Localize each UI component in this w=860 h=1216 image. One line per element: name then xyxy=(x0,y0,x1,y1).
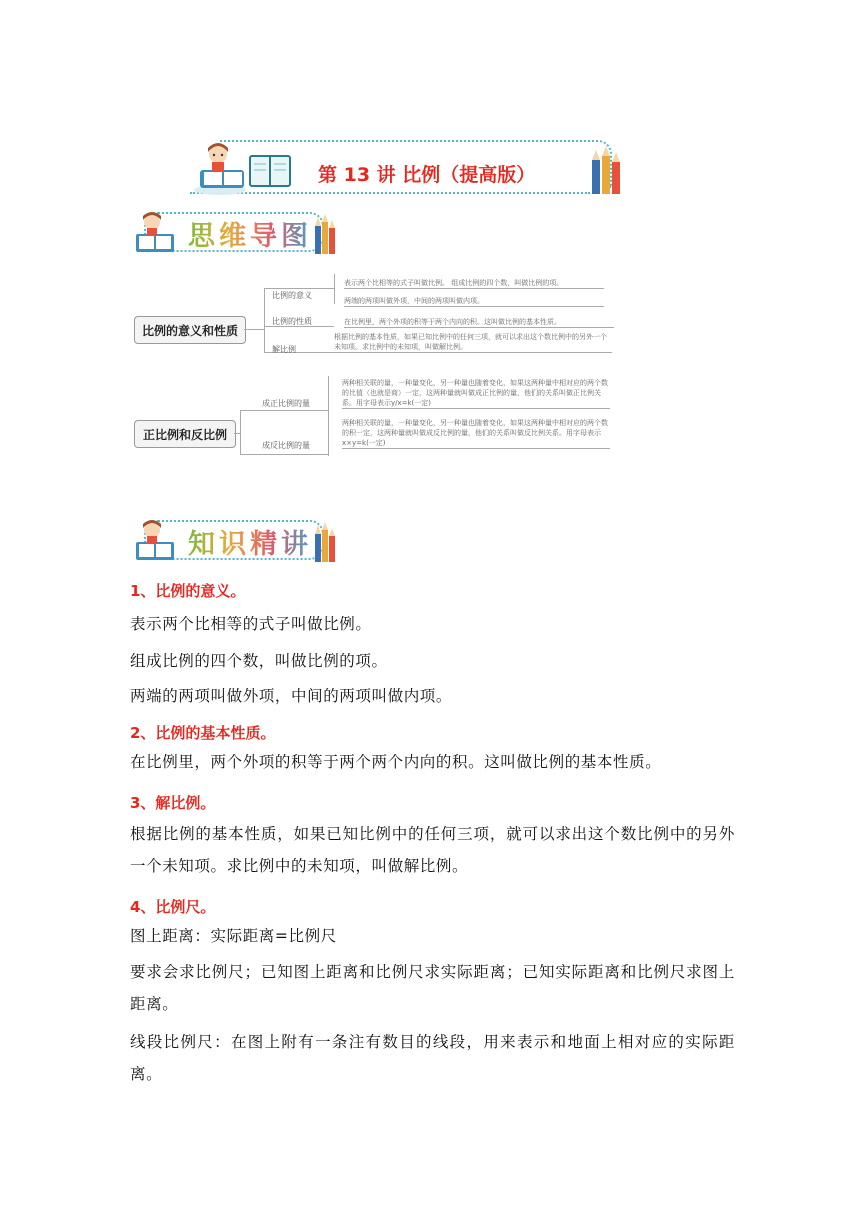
connector xyxy=(264,288,265,352)
paragraph: 两端的两项叫做外项，中间的两项叫做内项。 xyxy=(130,687,453,705)
section-title-mindmap xyxy=(188,214,312,253)
mindmap-branch-label: 成正比例的量 xyxy=(262,399,310,408)
section-header-mindmap xyxy=(130,206,330,258)
paragraph: 线段比例尺：在图上附有一条注有数目的线段，用来表示和地面上相对应的实际距离。 xyxy=(130,1033,735,1083)
connector xyxy=(240,410,241,454)
paragraph: 根据比例的基本性质，如果已知比例中的任何三项，就可以求出这个数比例中的另外一个未知项。求比例中的未知项，叫做解比例。 xyxy=(130,825,735,875)
section-title-knowledge xyxy=(188,522,312,561)
mindmap-branch-label: 解比例 xyxy=(272,345,296,354)
mindmap-block-2 xyxy=(130,374,610,456)
paragraph: 表示两个比相等的式子叫做比例。 xyxy=(130,615,372,633)
connector xyxy=(240,410,328,411)
section-header-knowledge xyxy=(130,514,330,566)
mindmap-block-1 xyxy=(130,270,610,360)
pencils-icon xyxy=(588,146,624,196)
page-title: 第 13 讲 比例（提高版） xyxy=(318,164,536,186)
section-title-text: 知识精讲 xyxy=(188,529,312,560)
mindmap-branch-label: 比例的意义 xyxy=(272,291,312,300)
paragraph: 要求会求比例尺；已知图上距离和比例尺求实际距离；已知实际距离和比例尺求图上距离。 xyxy=(130,963,735,1013)
paragraph: 在比例里，两个外项的积等于两个两个内向的积。这叫做比例的基本性质。 xyxy=(130,753,662,771)
pencils-icon xyxy=(314,214,336,256)
heading-scale: 4、比例尺。 xyxy=(130,898,216,916)
heading-proportion-meaning: 1、比例的意义。 xyxy=(130,582,246,600)
mindmap-root: 比例的意义和性质 xyxy=(134,316,246,344)
mindmap-root: 正比例和反比例 xyxy=(134,420,236,448)
section-title-text: 思维导图 xyxy=(188,221,312,252)
mindmap-branch-label: 比例的性质 xyxy=(272,317,312,326)
connector xyxy=(328,376,329,456)
connector xyxy=(240,454,328,455)
mindmap-branch-label: 成反比例的量 xyxy=(262,441,310,450)
heading-basic-property: 2、比例的基本性质。 xyxy=(130,724,276,742)
connector xyxy=(244,329,264,330)
mindmap-leaf: 根据比例的基本性质，如果已知比例中的任何三项，就可以求出这个数比例中的另外一个未知项。求比例中的未知项，叫做解比例。 xyxy=(334,332,612,353)
mindmap-leaf: 两种相关联的量，一种量变化，另一种量也随着变化，如果这两种量中相对应的两个数的积一定，这两种量就叫做成反比例的量，他们的关系叫做反比例关系。用字母表示x×y=k(一定) xyxy=(342,419,608,447)
heading-solve-proportion: 3、解比例。 xyxy=(130,794,216,812)
mindmap-leaf: 两端的两项叫做外项，中间的两项叫做内项。 xyxy=(344,296,604,307)
mindmap-leaf: 两种相关联的量，一种量变化，另一种量也随着变化，如果这两种量中相对应的两个数的比值（也就是商）一定，这两种量就叫做成正比例的量，他们的关系叫做正比例关系。用字母表示y/x=k(一定) xyxy=(342,379,608,407)
book-icon xyxy=(248,152,292,190)
mindmap-leaf: 在比例里，两个外项的积等于两个内向的积。这叫做比例的基本性质。 xyxy=(344,317,614,328)
paragraph: 图上距离：实际距离=比例尺 xyxy=(130,927,337,945)
connector xyxy=(264,288,334,289)
mindmap-leaf: 表示两个比相等的式子叫做比例。 组成比例的四个数，叫做比例的项。 xyxy=(344,278,604,289)
girl-reading-icon xyxy=(130,210,182,256)
title-banner xyxy=(190,140,630,196)
pencils-icon xyxy=(314,522,336,564)
paragraph: 组成比例的四个数，叫做比例的项。 xyxy=(130,652,388,670)
girl-reading-icon xyxy=(130,518,182,564)
connector xyxy=(334,274,335,304)
